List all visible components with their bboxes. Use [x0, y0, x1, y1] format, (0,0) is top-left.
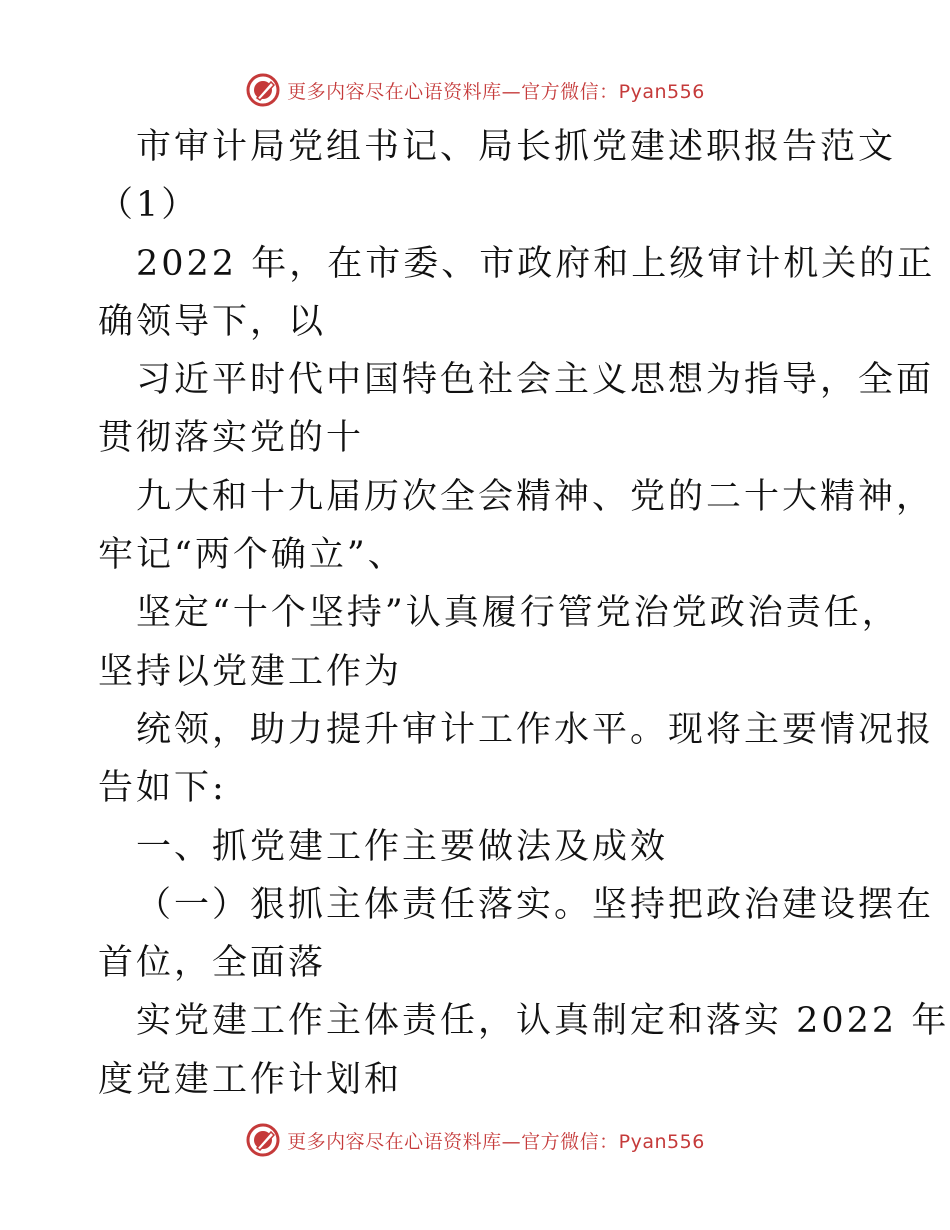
- header-banner: [0, 70, 950, 110]
- text-line: 2022 年，在市委、市政府和上级审计机关的正: [136, 243, 936, 284]
- text-line: 习近平时代中国特色社会主义思想为指导，全面: [136, 360, 935, 401]
- document-body: [98, 118, 950, 1109]
- text-line: 度党建工作计划和: [98, 1059, 403, 1100]
- text-line: 贯彻落实党的十: [98, 418, 365, 459]
- text-line: 坚持以党建工作为: [98, 651, 403, 692]
- text-line: 确领导下，以: [98, 301, 327, 342]
- text-line: 坚定“十个坚持”认真履行管党治党政治责任，: [136, 593, 900, 634]
- banner-text: 更多内容尽在心语资料库—官方微信：Pyan556: [287, 1130, 705, 1153]
- text-line: 统领，助力提升审计工作水平。现将主要情况报: [136, 709, 935, 750]
- footer-banner: [0, 1120, 950, 1160]
- text-line: 实党建工作主体责任，认真制定和落实 2022 年: [136, 1001, 950, 1042]
- pen-circle-logo-icon: [245, 72, 281, 108]
- text-line: 市审计局党组书记、局长抓党建述职报告范文: [136, 127, 897, 167]
- text-line: （一）狠抓主体责任落实。坚持把政治建设摆在: [136, 884, 935, 925]
- text-line: 九大和十九届历次全会精神、党的二十大精神，: [136, 476, 935, 517]
- section-heading: 一、抓党建工作主要做法及成效: [136, 826, 669, 867]
- text-line: （1）: [98, 185, 200, 226]
- pen-circle-logo-icon: [245, 1122, 281, 1158]
- text-line: 告如下:: [98, 768, 227, 809]
- text-line: 首位，全面落: [98, 943, 327, 984]
- text-line: 牢记“两个确立”、: [98, 535, 406, 576]
- banner-text: 更多内容尽在心语资料库—官方微信：Pyan556: [287, 80, 705, 103]
